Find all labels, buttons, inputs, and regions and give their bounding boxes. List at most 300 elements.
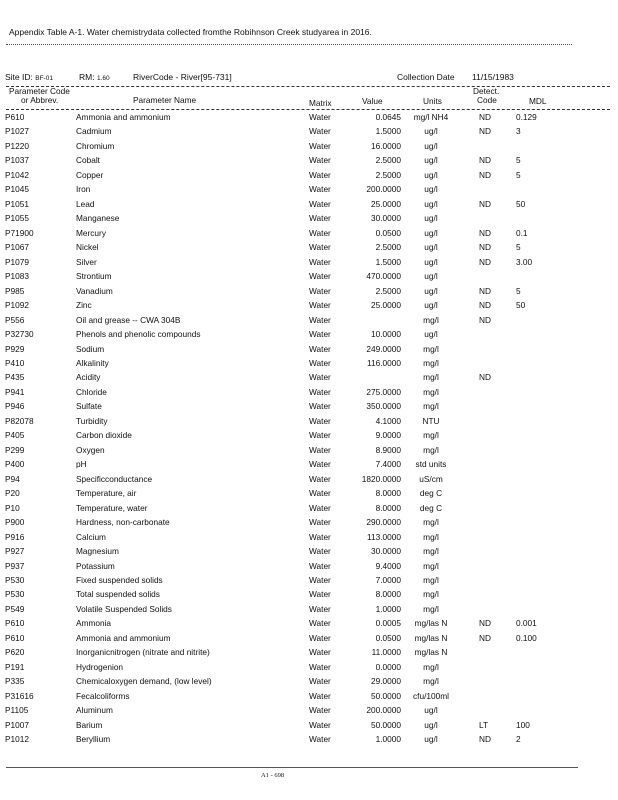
detect-code-cell: ND bbox=[479, 734, 491, 745]
value-cell: 16.0000 bbox=[371, 140, 401, 151]
table-row bbox=[0, 472, 618, 486]
table-row bbox=[0, 414, 618, 428]
param-name-cell: Ammonia and ammonium bbox=[76, 632, 171, 643]
mdl-cell: 0.129 bbox=[516, 112, 537, 122]
table-row bbox=[0, 674, 618, 688]
value-cell: 2.5000 bbox=[375, 169, 401, 180]
collection-date-label: Collection Date bbox=[397, 72, 455, 82]
matrix-cell: Water bbox=[309, 705, 331, 716]
units-cell: ug/l bbox=[424, 719, 438, 730]
param-name-cell: Vanadium bbox=[76, 285, 113, 296]
param-code-cell: P549 bbox=[5, 603, 25, 614]
units-cell: deg C bbox=[419, 502, 443, 513]
site-id-value: BF-01 bbox=[35, 75, 53, 82]
units-cell: mg/l bbox=[423, 444, 439, 455]
table-row bbox=[0, 269, 618, 283]
matrix-cell: Water bbox=[309, 256, 331, 267]
matrix-cell: Water bbox=[309, 213, 331, 224]
detect-code-cell: ND bbox=[479, 618, 491, 629]
param-name-cell: Manganese bbox=[76, 213, 120, 224]
units-cell: mg/l bbox=[423, 546, 439, 557]
units-cell: ug/l bbox=[424, 169, 438, 180]
param-code-cell: P191 bbox=[5, 661, 25, 672]
col-header-param-name: Parameter Name bbox=[133, 95, 197, 105]
matrix-cell: Water bbox=[309, 401, 331, 412]
table-row bbox=[0, 660, 618, 674]
table-row bbox=[0, 544, 618, 558]
matrix-cell: Water bbox=[309, 444, 331, 455]
value-cell: 9.0000 bbox=[375, 430, 401, 441]
units-cell: ug/l bbox=[424, 256, 438, 267]
units-cell: mg/l bbox=[423, 517, 439, 528]
matrix-cell: Water bbox=[309, 488, 331, 499]
param-code-cell: P1045 bbox=[5, 184, 29, 195]
param-name-cell: Copper bbox=[76, 169, 104, 180]
detect-code-cell: LT bbox=[479, 719, 489, 730]
detect-code-cell: ND bbox=[479, 169, 491, 180]
value-cell: 200.0000 bbox=[366, 705, 401, 716]
table-row bbox=[0, 616, 618, 630]
mdl-cell: 50 bbox=[516, 198, 526, 209]
title-divider bbox=[6, 44, 572, 45]
value-cell: 7.4000 bbox=[375, 459, 401, 470]
matrix-cell: Water bbox=[309, 314, 331, 325]
table-row bbox=[0, 327, 618, 341]
detect-code-cell: ND bbox=[479, 285, 491, 296]
units-cell: ug/l bbox=[424, 213, 438, 224]
value-cell: 116.0000 bbox=[367, 357, 401, 368]
site-id-label: Site ID: bbox=[5, 72, 33, 82]
table-row bbox=[0, 486, 618, 500]
param-code-cell: P530 bbox=[5, 589, 25, 600]
param-name-cell: Total suspended solids bbox=[76, 589, 160, 600]
matrix-cell: Water bbox=[309, 198, 331, 209]
mdl-cell: 50 bbox=[516, 300, 526, 311]
matrix-cell: Water bbox=[309, 661, 331, 672]
value-cell: 25.0000 bbox=[371, 300, 401, 311]
param-code-cell: P400 bbox=[5, 459, 25, 470]
table-row bbox=[0, 153, 618, 167]
param-name-cell: Lead bbox=[76, 198, 95, 209]
units-cell: mg/l bbox=[423, 372, 439, 383]
param-code-cell: P927 bbox=[5, 546, 25, 557]
table-row bbox=[0, 370, 618, 384]
col-header-param-code bbox=[9, 87, 70, 105]
units-cell: mg/l bbox=[423, 343, 439, 354]
units-cell: mg/las N bbox=[414, 632, 448, 643]
param-code-cell: P1055 bbox=[5, 213, 29, 224]
param-code-cell: P946 bbox=[5, 401, 25, 412]
units-cell: mg/l bbox=[423, 603, 439, 614]
param-code-cell: P556 bbox=[5, 314, 25, 325]
document-title: Appendix Table A-1. Water chemistrydata collected fromthe Robihnson Creek studyarea in 2016. bbox=[9, 27, 372, 37]
param-name-cell: Acidity bbox=[76, 372, 101, 383]
detect-code-cell: ND bbox=[479, 300, 491, 311]
value-cell: 1.5000 bbox=[375, 256, 401, 267]
param-name-cell: Phenols and phenolic compounds bbox=[76, 329, 201, 340]
units-cell: mg/l bbox=[423, 676, 439, 687]
table-row bbox=[0, 182, 618, 196]
param-code-cell: P1079 bbox=[5, 256, 29, 267]
matrix-cell: Water bbox=[309, 112, 331, 122]
units-cell: ug/l bbox=[424, 155, 438, 166]
param-code-cell: P32730 bbox=[5, 329, 34, 340]
units-cell: ug/l bbox=[424, 184, 438, 195]
matrix-cell: Water bbox=[309, 184, 331, 195]
value-cell: 30.0000 bbox=[371, 546, 401, 557]
value-cell: 25.0000 bbox=[371, 198, 401, 209]
param-code-cell: P916 bbox=[5, 531, 25, 542]
param-name-cell: Volatile Suspended Solids bbox=[76, 603, 172, 614]
matrix-cell: Water bbox=[309, 690, 331, 701]
units-cell: mg/l bbox=[423, 430, 439, 441]
param-name-cell: Aluminum bbox=[76, 705, 113, 716]
matrix-cell: Water bbox=[309, 459, 331, 470]
col-header-value: Value bbox=[362, 96, 383, 106]
table-row bbox=[0, 587, 618, 601]
param-code-cell: P929 bbox=[5, 343, 25, 354]
table-row bbox=[0, 559, 618, 573]
param-name-cell: Chromium bbox=[76, 140, 115, 151]
mdl-cell: 100 bbox=[516, 719, 530, 730]
units-cell: mg/l bbox=[423, 560, 439, 571]
param-code-cell: P1027 bbox=[5, 126, 29, 137]
matrix-cell: Water bbox=[309, 386, 331, 397]
value-cell: 0.0500 bbox=[375, 227, 401, 238]
detect-code-cell: ND bbox=[479, 227, 491, 238]
param-name-cell: Cadmium bbox=[76, 126, 112, 137]
value-cell: 1.0000 bbox=[375, 734, 401, 745]
matrix-cell: Water bbox=[309, 632, 331, 643]
param-code-cell: P71900 bbox=[5, 227, 34, 238]
matrix-cell: Water bbox=[309, 300, 331, 311]
value-cell: 50.0000 bbox=[371, 690, 401, 701]
param-code-cell: P620 bbox=[5, 647, 25, 658]
value-cell: 1820.0000 bbox=[361, 473, 401, 484]
units-cell: mg/l bbox=[423, 661, 439, 672]
units-cell: mg/l bbox=[423, 386, 439, 397]
units-cell: ug/l bbox=[424, 705, 438, 716]
param-name-cell: Temperature, water bbox=[76, 502, 148, 513]
param-code-cell: P610 bbox=[5, 632, 25, 643]
param-code-cell: P405 bbox=[5, 430, 25, 441]
matrix-cell: Water bbox=[309, 473, 331, 484]
value-cell: 8.0000 bbox=[375, 589, 401, 600]
river-mile bbox=[79, 72, 110, 82]
param-code-cell: P94 bbox=[5, 473, 20, 484]
table-row bbox=[0, 718, 618, 732]
detect-code-cell: ND bbox=[479, 155, 491, 166]
detect-code-cell: ND bbox=[479, 632, 491, 643]
units-cell: mg/l bbox=[423, 575, 439, 585]
value-cell: 249.0000 bbox=[366, 343, 401, 354]
page-number: A1 - 698 bbox=[261, 772, 285, 779]
detect-code-cell: ND bbox=[479, 242, 491, 253]
param-name-cell: Oxygen bbox=[76, 444, 105, 455]
param-name-cell: pH bbox=[76, 459, 87, 470]
collection-date-value: 11/15/1983 bbox=[472, 72, 514, 82]
param-name-cell: Specificconductance bbox=[76, 473, 153, 484]
mdl-cell: 0.001 bbox=[516, 618, 537, 629]
matrix-cell: Water bbox=[309, 329, 331, 340]
table-row bbox=[0, 645, 618, 659]
param-name-cell: Beryllium bbox=[76, 734, 111, 745]
detect-code-cell: ND bbox=[479, 372, 491, 383]
rm-label: RM: bbox=[79, 72, 95, 82]
detect-code-cell: ND bbox=[479, 314, 491, 325]
table-row bbox=[0, 732, 618, 746]
table-row bbox=[0, 298, 618, 312]
param-name-cell: Oil and grease -- CWA 304B bbox=[76, 314, 181, 325]
param-name-cell: Carbon dioxide bbox=[76, 430, 132, 441]
param-name-cell: Sulfate bbox=[76, 401, 102, 412]
units-cell: mg/l bbox=[423, 357, 439, 368]
units-cell: deg C bbox=[419, 488, 443, 499]
param-code-cell: P82078 bbox=[5, 415, 34, 426]
value-cell: 30.0000 bbox=[371, 213, 401, 224]
value-cell: 200.0000 bbox=[366, 184, 401, 195]
matrix-cell: Water bbox=[309, 618, 331, 629]
units-cell: ug/l bbox=[424, 242, 438, 253]
units-cell: ug/l bbox=[424, 734, 438, 745]
table-row bbox=[0, 342, 618, 356]
param-name-cell: Iron bbox=[76, 184, 91, 195]
param-code-cell: P941 bbox=[5, 386, 25, 397]
matrix-cell: Water bbox=[309, 575, 331, 585]
param-code-cell: P435 bbox=[5, 372, 25, 383]
param-name-cell: Turbidity bbox=[76, 415, 108, 426]
value-cell: 0.0000 bbox=[375, 661, 401, 672]
mdl-cell: 5 bbox=[516, 155, 521, 166]
table-row bbox=[0, 313, 618, 327]
value-cell: 11.0000 bbox=[371, 647, 401, 658]
matrix-cell: Water bbox=[309, 430, 331, 441]
table-row bbox=[0, 515, 618, 529]
param-name-cell: Silver bbox=[76, 256, 97, 267]
table-row bbox=[0, 703, 618, 717]
units-cell: mg/l bbox=[423, 314, 439, 325]
value-cell: 113.0000 bbox=[367, 531, 401, 542]
matrix-cell: Water bbox=[309, 285, 331, 296]
matrix-cell: Water bbox=[309, 546, 331, 557]
param-name-cell: Fixed suspended solids bbox=[76, 575, 163, 585]
mdl-cell: 5 bbox=[516, 242, 521, 253]
col-header-detect bbox=[473, 87, 499, 105]
param-name-cell: Barium bbox=[76, 719, 103, 730]
col-header-detect-line2: Code bbox=[477, 95, 497, 105]
matrix-cell: Water bbox=[309, 517, 331, 528]
param-code-cell: P1105 bbox=[5, 705, 29, 716]
param-code-cell: P937 bbox=[5, 560, 25, 571]
table-row bbox=[0, 631, 618, 645]
matrix-cell: Water bbox=[309, 372, 331, 383]
table-row bbox=[0, 385, 618, 399]
table-row bbox=[0, 211, 618, 225]
param-code-cell: P610 bbox=[5, 618, 25, 629]
matrix-cell: Water bbox=[309, 589, 331, 600]
table-row bbox=[0, 399, 618, 413]
value-cell: 4.1000 bbox=[375, 415, 401, 426]
table-row bbox=[0, 226, 618, 240]
param-name-cell: Potassium bbox=[76, 560, 115, 571]
value-cell: 7.0000 bbox=[375, 575, 401, 585]
param-code-cell: P1067 bbox=[5, 242, 29, 253]
param-name-cell: Sodium bbox=[76, 343, 105, 354]
table-row bbox=[0, 168, 618, 182]
units-cell: mg/las N bbox=[414, 647, 448, 658]
units-cell: mg/l NH4 bbox=[413, 112, 449, 122]
table-row bbox=[0, 356, 618, 370]
param-name-cell: Temperature, air bbox=[76, 488, 137, 499]
table-row bbox=[0, 124, 618, 138]
param-name-cell: Strontium bbox=[76, 271, 112, 282]
matrix-cell: Water bbox=[309, 126, 331, 137]
table-row bbox=[0, 530, 618, 544]
param-code-cell: P1083 bbox=[5, 271, 29, 282]
col-header-mdl: MDL bbox=[529, 96, 547, 106]
param-name-cell: Calcium bbox=[76, 531, 106, 542]
mdl-cell: 2 bbox=[516, 734, 521, 745]
param-code-cell: P410 bbox=[5, 357, 25, 368]
matrix-cell: Water bbox=[309, 603, 331, 614]
value-cell: 350.0000 bbox=[366, 401, 401, 412]
table-row bbox=[0, 197, 618, 211]
param-name-cell: Chemicaloxygen demand, (low level) bbox=[76, 676, 212, 687]
units-cell: mg/l bbox=[423, 531, 439, 542]
col-header-param-code-line1: Parameter Code bbox=[9, 86, 70, 96]
table-row bbox=[0, 139, 618, 153]
param-name-cell: Ammonia and ammonium bbox=[76, 112, 171, 122]
river-code: RiverCode - River[95-731] bbox=[133, 72, 232, 82]
mdl-cell: 0.100 bbox=[516, 632, 537, 643]
units-cell: std units bbox=[415, 459, 447, 470]
param-name-cell: Mercury bbox=[76, 227, 106, 238]
value-cell: 0.0005 bbox=[375, 618, 401, 629]
units-cell: ug/l bbox=[424, 300, 438, 311]
param-name-cell: Inorganicnitrogen (nitrate and nitrite) bbox=[76, 647, 210, 658]
table-row bbox=[0, 284, 618, 298]
param-code-cell: P1220 bbox=[5, 140, 29, 151]
matrix-cell: Water bbox=[309, 647, 331, 658]
table-row bbox=[0, 501, 618, 515]
param-name-cell: Ammonia bbox=[76, 618, 112, 629]
units-cell: mg/las N bbox=[414, 618, 448, 629]
param-name-cell: Cobalt bbox=[76, 155, 100, 166]
matrix-cell: Water bbox=[309, 169, 331, 180]
value-cell: 29.0000 bbox=[371, 676, 401, 687]
value-cell: 50.0000 bbox=[371, 719, 401, 730]
units-cell: ug/l bbox=[424, 126, 438, 137]
col-header-param-code-line2: or Abbrev. bbox=[21, 95, 59, 105]
units-cell: ug/l bbox=[424, 285, 438, 296]
matrix-cell: Water bbox=[309, 242, 331, 253]
table-row bbox=[0, 240, 618, 254]
matrix-cell: Water bbox=[309, 676, 331, 687]
col-header-detect-line1: Detect. bbox=[473, 86, 500, 96]
value-cell: 8.0000 bbox=[375, 488, 401, 499]
detect-code-cell: ND bbox=[479, 126, 491, 137]
param-code-cell: P985 bbox=[5, 285, 25, 296]
value-cell: 8.0000 bbox=[375, 502, 401, 513]
value-cell: 2.5000 bbox=[375, 155, 401, 166]
param-name-cell: Hardness, non-carbonate bbox=[76, 517, 170, 528]
table-row bbox=[0, 457, 618, 471]
param-code-cell: P31616 bbox=[5, 690, 34, 701]
param-code-cell: P1012 bbox=[5, 734, 29, 745]
matrix-cell: Water bbox=[309, 719, 331, 730]
col-header-units: Units bbox=[423, 96, 442, 106]
matrix-cell: Water bbox=[309, 227, 331, 238]
footer-rule bbox=[6, 767, 578, 768]
value-cell: 1.0000 bbox=[375, 603, 401, 614]
table-row bbox=[0, 443, 618, 457]
mdl-cell: 5 bbox=[516, 169, 521, 180]
matrix-cell: Water bbox=[309, 140, 331, 151]
param-code-cell: P335 bbox=[5, 676, 25, 687]
units-cell: ug/l bbox=[424, 329, 438, 340]
param-code-cell: P1042 bbox=[5, 169, 29, 180]
units-cell: ug/l bbox=[424, 271, 438, 282]
param-code-cell: P10 bbox=[5, 502, 20, 513]
table-row bbox=[0, 573, 618, 587]
units-cell: ug/l bbox=[424, 198, 438, 209]
matrix-cell: Water bbox=[309, 560, 331, 571]
rm-value: 1.60 bbox=[96, 75, 110, 82]
table-row bbox=[0, 602, 618, 616]
param-code-cell: P20 bbox=[5, 488, 20, 499]
units-cell: NTU bbox=[422, 415, 440, 426]
param-name-cell: Magnesium bbox=[76, 546, 119, 557]
param-name-cell: Hydrogenion bbox=[76, 661, 124, 672]
value-cell: 2.5000 bbox=[375, 242, 401, 253]
units-cell: ug/l bbox=[424, 227, 438, 238]
units-cell: mg/l bbox=[423, 401, 439, 412]
param-code-cell: P530 bbox=[5, 575, 25, 585]
units-cell: mg/l bbox=[423, 589, 439, 600]
detect-code-cell: ND bbox=[479, 112, 491, 122]
param-name-cell: Alkalinity bbox=[76, 357, 109, 368]
param-code-cell: P610 bbox=[5, 112, 25, 122]
param-code-cell: P1037 bbox=[5, 155, 29, 166]
table-row bbox=[0, 110, 618, 124]
mdl-cell: 3 bbox=[516, 126, 521, 137]
param-code-cell: P1007 bbox=[5, 719, 29, 730]
value-cell: 1.5000 bbox=[375, 126, 401, 137]
param-name-cell: Zinc bbox=[76, 300, 92, 311]
value-cell: 470.0000 bbox=[366, 271, 401, 282]
data-table-body bbox=[0, 110, 618, 747]
units-cell: uS/cm bbox=[419, 473, 443, 484]
param-code-cell: P299 bbox=[5, 444, 25, 455]
value-cell: 275.0000 bbox=[366, 386, 401, 397]
units-cell: cfu/100ml bbox=[413, 690, 449, 701]
mdl-cell: 3.00 bbox=[516, 256, 533, 267]
site-id bbox=[5, 72, 53, 82]
table-row bbox=[0, 428, 618, 442]
matrix-cell: Water bbox=[309, 271, 331, 282]
col-header-matrix: Matrix bbox=[309, 98, 332, 108]
value-cell: 10.0000 bbox=[371, 329, 401, 340]
value-cell: 290.0000 bbox=[366, 517, 401, 528]
matrix-cell: Water bbox=[309, 343, 331, 354]
detect-code-cell: ND bbox=[479, 256, 491, 267]
matrix-cell: Water bbox=[309, 531, 331, 542]
matrix-cell: Water bbox=[309, 357, 331, 368]
header-rule-top bbox=[6, 86, 610, 87]
value-cell: 0.0500 bbox=[375, 632, 401, 643]
mdl-cell: 5 bbox=[516, 285, 521, 296]
matrix-cell: Water bbox=[309, 415, 331, 426]
